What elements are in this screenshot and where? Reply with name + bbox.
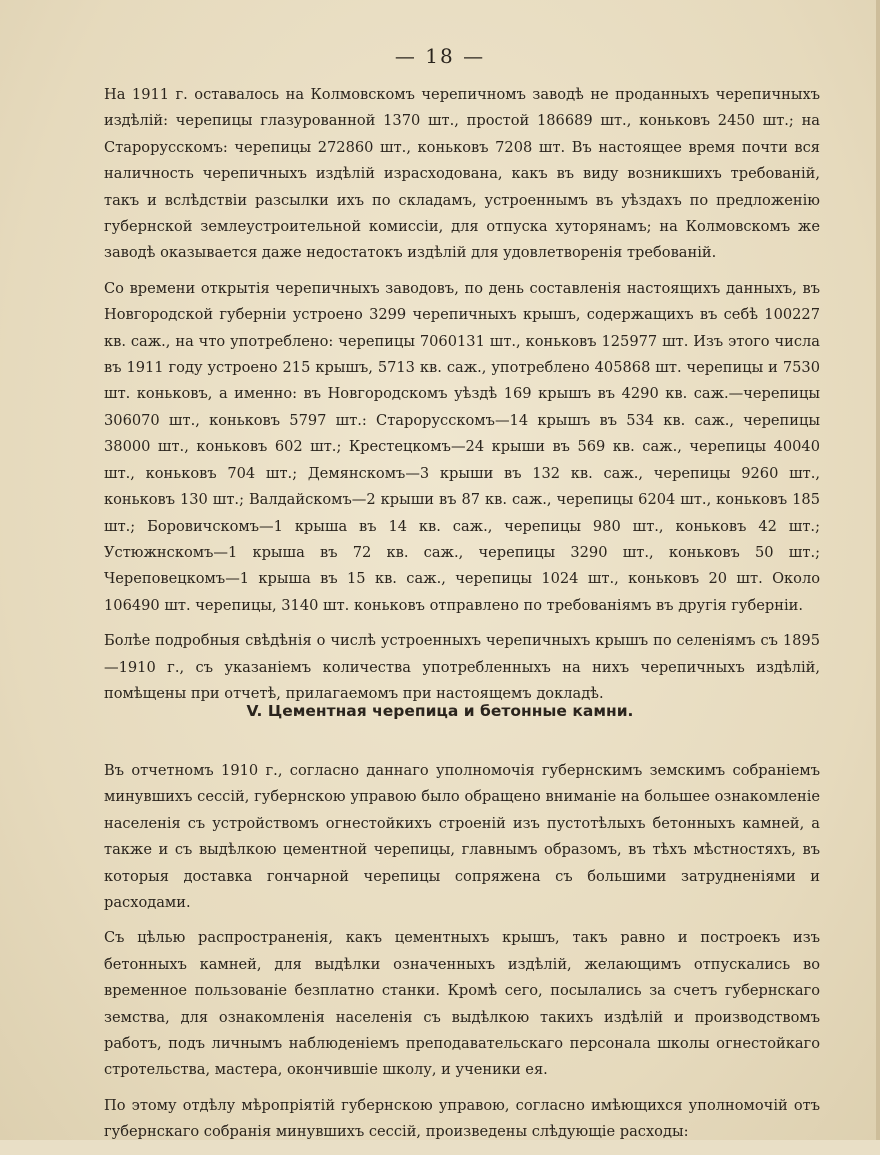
paragraph: На 1911 г. оставалось на Колмовскомъ черепичномъ заводѣ не проданныхъ черепичныхъ издѣлій: черепицы глазурованной 1370 шт., простой 186689 шт., коньковъ 2450 шт.; на Старорусскомъ: черепицы 272860 шт., коньковъ 7208 шт. Въ настоящее время почти вся наличность черепичныхъ издѣлій израсходована, какъ въ виду возникшихъ требованій, такъ и вслѣдствіи разсылки ихъ по складамъ, устроеннымъ въ уѣздахъ по предложенію губернской землеустроительной комиссіи, для отпуска хуторянамъ; на Колмовскомъ же заводѣ оказывается даже недостатокъ издѣлій для удовлетворенія требованій. <box>104 86 820 262</box>
paragraph: По этому отдѣлу мѣропріятій губернскою управою, согласно имѣющихся уполномочій отъ губернскаго собранія минувшихъ сессій, произведены слѣдующіе расходы: <box>104 1096 820 1141</box>
paragraph: Въ отчетномъ 1910 г., согласно даннаго уполномочія губернскимъ земскимъ собраніемъ минувшихъ сессій, губернскою управою было обращено вниманіе на большее ознакомленіе населенія съ устройствомъ огнестойкихъ строеній изъ пустотѣлыхъ бетонныхъ камней, а также и съ выдѣлкою цементной черепицы, главнымъ образомъ, въ тѣхъ мѣстностяхъ, въ которыя доставка гончарной черепицы сопряжена съ большими затрудненіями и расходами. <box>104 762 820 912</box>
section-heading: V. Цементная черепица и бетонные камни. <box>246 702 634 720</box>
page-edge <box>876 0 880 1140</box>
paragraph: Болѣе подробныя свѣдѣнія о числѣ устроенныхъ черепичныхъ крышъ по селеніямъ съ 1895—1910 г., съ указаніемъ количества употребленныхъ на нихъ черепичныхъ издѣлій, помѣщены при отчетѣ, прилагаемомъ при настоящемъ докладѣ. <box>104 632 820 702</box>
text-block-bottom <box>104 758 820 1155</box>
text-block-top <box>104 82 820 716</box>
page-number: — 18 — <box>394 44 486 68</box>
paragraph: Со времени открытія черепичныхъ заводовъ, по день составленія настоящихъ данныхъ, въ Новгородской губерніи устроено 3299 черепичныхъ крышъ, содержащихъ въ себѣ 100227 кв. саж., на что употреблено: черепицы 7060131 шт., коньковъ 125977 шт. Изъ этого числа въ 1911 году устроено 215 крышъ, 5713 кв. саж., употреблено 405868 шт. черепицы и 7530 шт. коньковъ, а именно: въ Новгородскомъ уѣздѣ 169 крышъ въ 4290 кв. саж.—черепицы 306070 шт., коньковъ 5797 шт.: Старорусскомъ—14 крышъ въ 534 кв. саж., черепицы 38000 шт., коньковъ 602 шт.; Крестецкомъ—24 крыши въ 569 кв. саж., черепицы 40040 шт., коньковъ 704 шт.; Демянскомъ—3 крыши въ 132 кв. саж., черепицы 9260 шт., коньковъ 130 шт.; Валдайскомъ—2 крыши въ 87 кв. саж., черепицы 6204 шт., коньковъ 185 шт.; Боровичскомъ—1 крыша въ 14 кв. саж., черепицы 980 шт., коньковъ 42 шт.; Устюжнскомъ—1 крыша въ 72 кв. саж., черепицы 3290 шт., коньковъ 50 шт.; Череповецкомъ—1 крыша въ 15 кв. саж., черепицы 1024 шт., коньковъ 20 шт. Около 106490 шт. черепицы, 3140 шт. коньковъ отправлено по требованіямъ въ другія губерніи. <box>104 279 820 614</box>
paragraph: Съ цѣлью распространенія, какъ цементныхъ крышъ, такъ равно и построекъ изъ бетонныхъ камней, для выдѣлки означенныхъ издѣлій, желающимъ отпускались во временное пользованіе безплатно станки. Кромѣ сего, посылались за счетъ губернскаго земства, для ознакомленія населенія съ выдѣлкою такихъ издѣлій и производствомъ работъ, подъ личнымъ наблюденіемъ преподавательскаго персонала школы огнестойкаго стротельства, мастера, окончившіе школу, и ученики ея. <box>104 929 820 1079</box>
